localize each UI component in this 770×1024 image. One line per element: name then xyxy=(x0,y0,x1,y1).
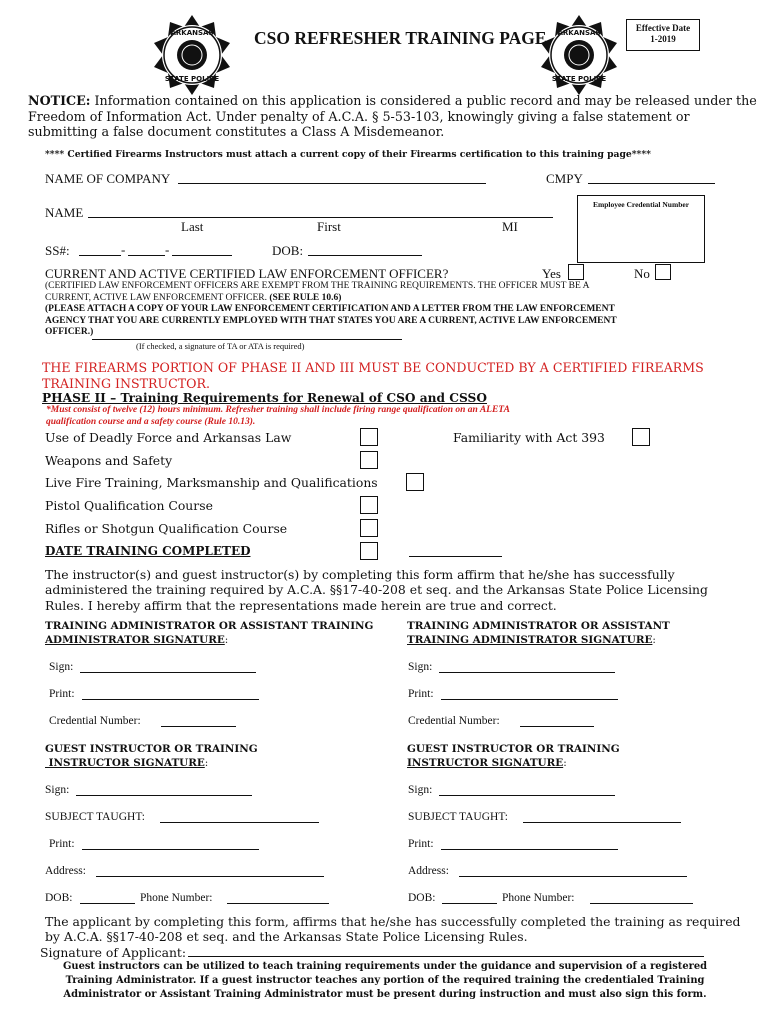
ssn-dash-2: - xyxy=(165,242,170,257)
guest-heading-left xyxy=(45,743,258,770)
footer-line-3: Administrator or Assistant Training Administrator must be present during instruction and must also sign this form. xyxy=(63,989,707,1000)
ta-left-line-1: TRAINING ADMINISTRATOR OR ASSISTANT TRAINING xyxy=(45,620,374,632)
guest-left-subject-input[interactable] xyxy=(160,822,319,823)
guest-left-line-1: GUEST INSTRUCTOR OR TRAINING xyxy=(45,743,258,755)
course-item-rifles: Rifles or Shotgun Qualification Course xyxy=(45,521,288,536)
ta-left-line-2: ADMINISTRATOR SIGNATURE xyxy=(45,633,225,646)
svg-text:STATE POLICE: STATE POLICE xyxy=(551,75,607,83)
guest-right-print-label: Print: xyxy=(408,838,434,850)
applicant-signature-label: Signature of Applicant: xyxy=(40,945,187,960)
attach-line-3: OFFICER.) xyxy=(45,327,94,337)
guest-left-colon: : xyxy=(204,756,209,769)
guest-right-phone-input[interactable] xyxy=(590,903,693,904)
guest-left-phone-input[interactable] xyxy=(227,903,329,904)
ta-left-credential-input[interactable] xyxy=(161,726,236,727)
employee-credential-box[interactable] xyxy=(577,195,705,263)
effective-date-label: Effective Date xyxy=(635,23,691,33)
effective-date-box xyxy=(626,19,700,51)
applicant-line-2: by A.C.A. §§17-40-208 et seq. and the Arkansas State Police Licensing Rules. xyxy=(45,929,528,945)
applicant-affirmation xyxy=(45,914,740,945)
ssn-dash-1: - xyxy=(121,242,126,257)
date-completed-label: DATE TRAINING COMPLETED xyxy=(45,544,251,558)
guest-left-subject-label: SUBJECT TAUGHT: xyxy=(45,811,145,823)
guest-right-phone-label: Phone Number: xyxy=(502,892,575,904)
checkbox-date-completed[interactable] xyxy=(360,542,378,560)
ta-right-print-input[interactable] xyxy=(441,699,618,700)
checkbox-pistol[interactable] xyxy=(360,496,378,514)
guest-left-address-input[interactable] xyxy=(96,876,324,877)
officer-question: CURRENT AND ACTIVE CERTIFIED LAW ENFORCEMENT OFFICER? xyxy=(45,266,449,281)
name-input[interactable] xyxy=(88,217,553,218)
footer-line-1: Guest instructors can be utilized to teach training requirements under the guidance and supervision of a registered xyxy=(62,961,708,972)
requirement-line-1: *Must consist of twelve (12) hours minimum. Refresher training shall include firing range qualification on an ALETA xyxy=(46,405,510,415)
ta-left-colon: : xyxy=(224,633,229,646)
guest-right-subject-label: SUBJECT TAUGHT: xyxy=(408,811,508,823)
notice-line-1: Information contained on this application is considered a public record and may be released under the xyxy=(90,93,757,108)
guest-left-dob-label: DOB: xyxy=(45,892,73,904)
guest-instructor-footer xyxy=(0,960,770,1002)
guest-right-sign-label: Sign: xyxy=(408,784,433,796)
exempt-line-1: (CERTIFIED LAW ENFORCEMENT OFFICERS ARE EXEMPT FROM THE TRAINING REQUIREMENTS. THE OFFICER MUST BE A xyxy=(45,281,590,291)
name-last-label: Last xyxy=(181,219,204,234)
state-police-seal-left xyxy=(150,13,234,97)
badge-icon xyxy=(150,13,234,97)
yes-label: Yes xyxy=(542,266,561,281)
svg-text:ARKANSAS: ARKANSAS xyxy=(557,29,601,37)
guest-right-line-1: GUEST INSTRUCTOR OR TRAINING xyxy=(407,743,620,755)
course-item-deadly-force: Use of Deadly Force and Arkansas Law xyxy=(45,430,292,445)
ssn-label: SS#: xyxy=(45,243,70,258)
exempt-block xyxy=(45,281,617,339)
applicant-line-1: The applicant by completing this form, affirms that he/she has successfully completed the training as required xyxy=(45,914,741,929)
guest-left-phone-label: Phone Number: xyxy=(140,892,213,904)
guest-right-address-label: Address: xyxy=(408,865,449,877)
yes-checkbox[interactable] xyxy=(568,264,584,280)
guest-heading-right xyxy=(407,743,620,770)
ta-heading-right xyxy=(407,620,670,647)
notice-line-2: Freedom of Information Act. Under penalty of A.C.A. § 5-53-103, knowingly giving a false statement or xyxy=(28,108,690,124)
dob-label: DOB: xyxy=(272,243,304,258)
svg-text:ARKANSAS: ARKANSAS xyxy=(170,29,214,37)
ssn-part-3[interactable] xyxy=(172,255,232,256)
see-rule-note: (SEE RULE 10.6) xyxy=(269,292,342,303)
requirement-line-2: qualification course and a safety course (Rule 10.13). xyxy=(46,416,256,427)
firearms-warning-line-2: TRAINING INSTRUCTOR. xyxy=(42,375,210,391)
attach-line-2: AGENCY THAT YOU ARE CURRENTLY EMPLOYED WITH THAT STATES YOU ARE A CURRENT, ACTIVE LAW ENFORCEMENT xyxy=(45,315,617,326)
state-police-seal-right xyxy=(537,13,621,97)
ta-right-line-1: TRAINING ADMINISTRATOR OR ASSISTANT xyxy=(407,620,670,632)
no-label: No xyxy=(634,266,650,281)
firearms-cert-note: **** Certified Firearms Instructors must attach a current copy of their Firearms certification to this training page**** xyxy=(45,149,651,160)
ta-left-print-input[interactable] xyxy=(82,699,259,700)
ta-right-credential-input[interactable] xyxy=(520,726,594,727)
attach-line-1: (PLEASE ATTACH A COPY OF YOUR LAW ENFORCEMENT CERTIFICATION AND A LETTER FROM THE LAW ENFORCEMENT xyxy=(45,304,615,314)
course-item-act-393: Familiarity with Act 393 xyxy=(453,430,605,445)
name-first-label: First xyxy=(317,219,341,234)
ta-left-sign-label: Sign: xyxy=(49,661,74,673)
ssn-part-2[interactable] xyxy=(128,255,165,256)
company-label: NAME OF COMPANY xyxy=(45,171,171,186)
ta-right-credential-label: Credential Number: xyxy=(408,715,500,727)
firearms-warning xyxy=(42,360,704,391)
checkbox-rifles[interactable] xyxy=(360,519,378,537)
ta-right-colon: : xyxy=(652,633,656,646)
ta-right-sign-label: Sign: xyxy=(408,661,433,673)
checkbox-deadly-force[interactable] xyxy=(360,428,378,446)
date-completed-input[interactable] xyxy=(409,556,502,557)
badge-icon xyxy=(537,13,621,97)
company-input[interactable] xyxy=(178,183,486,184)
notice-line-3: submitting a false document constitutes a Class A Misdemeanor. xyxy=(28,124,445,139)
name-mi-label: MI xyxy=(502,219,518,234)
guest-right-colon: : xyxy=(563,756,567,769)
guest-left-print-label: Print: xyxy=(49,838,75,850)
phase-heading: PHASE II – Training Requirements for Renewal of CSO and CSSO xyxy=(42,391,487,405)
guest-left-sign-input[interactable] xyxy=(76,795,252,796)
officer-agency-input[interactable] xyxy=(92,339,402,340)
guest-right-subject-input[interactable] xyxy=(523,822,681,823)
ta-left-sign-input[interactable] xyxy=(80,672,256,673)
effective-date-value: 1-2019 xyxy=(650,34,676,44)
ta-heading-left xyxy=(45,620,373,647)
page-title: CSO REFRESHER TRAINING PAGE xyxy=(254,28,547,48)
guest-left-dob-input[interactable] xyxy=(80,903,135,904)
checkbox-weapons-safety[interactable] xyxy=(360,451,378,469)
affirm-line-2: administered the training required by A.C.A. §§17-40-208 et seq. and the Arkansas State Police Licensing xyxy=(45,582,708,598)
dob-input[interactable] xyxy=(308,255,422,256)
guest-right-address-input[interactable] xyxy=(459,876,687,877)
notice-label: NOTICE: xyxy=(28,93,91,108)
guest-right-print-input[interactable] xyxy=(441,849,618,850)
guest-right-line-2: INSTRUCTOR SIGNATURE xyxy=(407,756,564,769)
exempt-line-2: CURRENT, ACTIVE LAW ENFORCEMENT OFFICER. xyxy=(45,292,270,303)
notice-block xyxy=(28,93,757,140)
svg-text:STATE POLICE: STATE POLICE xyxy=(164,75,220,83)
ta-right-print-label: Print: xyxy=(408,688,434,700)
name-label: NAME xyxy=(45,205,84,220)
guest-right-dob-input[interactable] xyxy=(442,903,497,904)
ta-right-line-2: TRAINING ADMINISTRATOR SIGNATURE xyxy=(407,633,653,646)
guest-right-dob-label: DOB: xyxy=(408,892,436,904)
course-item-pistol: Pistol Qualification Course xyxy=(45,498,213,513)
guest-left-print-input[interactable] xyxy=(82,849,259,850)
no-checkbox[interactable] xyxy=(655,264,671,280)
course-item-live-fire: Live Fire Training, Marksmanship and Qualifications xyxy=(45,475,378,490)
checkbox-live-fire[interactable] xyxy=(406,473,424,491)
course-item-weapons-safety: Weapons and Safety xyxy=(45,453,173,468)
cmpy-input[interactable] xyxy=(588,183,715,184)
cmpy-label: CMPY xyxy=(546,171,583,186)
checkbox-act-393[interactable] xyxy=(632,428,650,446)
guest-left-line-2: INSTRUCTOR SIGNATURE xyxy=(45,756,205,769)
firearms-warning-line-1: THE FIREARMS PORTION OF PHASE II AND III MUST BE CONDUCTED BY A CERTIFIED FIREARMS xyxy=(42,360,704,375)
ta-signature-note: (If checked, a signature of TA or ATA is required) xyxy=(136,341,305,351)
affirm-line-1: The instructor(s) and guest instructor(s) by completing this form affirm that he/she has successfully xyxy=(45,567,675,582)
employee-credential-label: Employee Credential Number xyxy=(592,200,690,209)
ta-left-print-label: Print: xyxy=(49,688,75,700)
footer-line-2: Training Administrator. If a guest instructor teaches any portion of the required training the credentialed Training xyxy=(65,975,705,986)
ta-left-credential-label: Credential Number: xyxy=(49,715,141,727)
ssn-part-1[interactable] xyxy=(79,255,121,256)
applicant-signature-input[interactable] xyxy=(188,956,704,957)
guest-right-sign-input[interactable] xyxy=(439,795,615,796)
ta-right-sign-input[interactable] xyxy=(439,672,615,673)
guest-left-address-label: Address: xyxy=(45,865,86,877)
guest-left-sign-label: Sign: xyxy=(45,784,70,796)
affirm-line-3: Rules. I hereby affirm that the representations made herein are true and correct. xyxy=(45,597,557,613)
instructor-affirmation xyxy=(45,567,708,613)
phase-requirement-note xyxy=(46,405,510,428)
